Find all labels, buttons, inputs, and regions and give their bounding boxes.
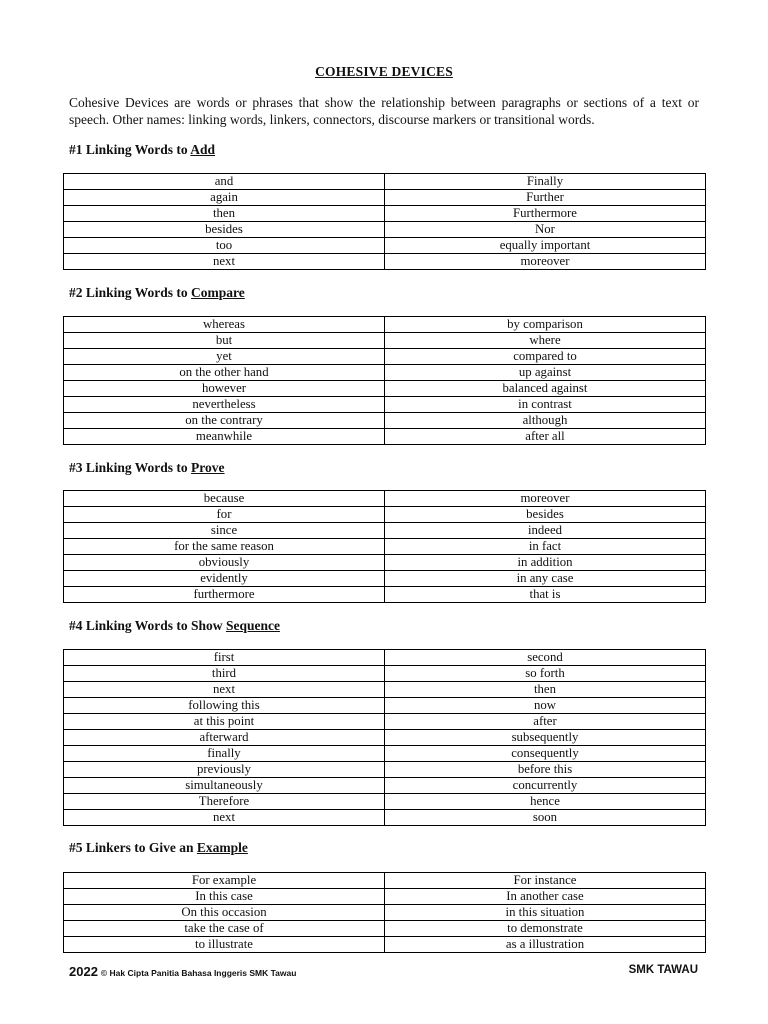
table-row bbox=[64, 810, 706, 826]
word-cell-right: before this bbox=[385, 762, 706, 778]
footer-year: 2022 bbox=[69, 964, 98, 979]
word-cell-right: so forth bbox=[385, 666, 706, 682]
table-row bbox=[64, 539, 706, 555]
word-cell-right: then bbox=[385, 682, 706, 698]
linking-words-prove-table bbox=[63, 490, 706, 603]
word-cell-right: in addition bbox=[385, 555, 706, 571]
linking-words-compare-table bbox=[63, 316, 706, 445]
table-row bbox=[64, 778, 706, 794]
word-cell-left: besides bbox=[64, 222, 385, 238]
word-cell-right: in contrast bbox=[385, 397, 706, 413]
table-row bbox=[64, 317, 706, 333]
footer-copyright bbox=[69, 963, 296, 981]
section-heading-compare bbox=[69, 285, 245, 301]
table-row bbox=[64, 937, 706, 953]
word-cell-left: simultaneously bbox=[64, 778, 385, 794]
word-cell-left: but bbox=[64, 333, 385, 349]
table-row bbox=[64, 190, 706, 206]
table-row bbox=[64, 666, 706, 682]
word-cell-right: in this situation bbox=[385, 905, 706, 921]
word-cell-right: equally important bbox=[385, 238, 706, 254]
word-cell-right: concurrently bbox=[385, 778, 706, 794]
word-cell-left: too bbox=[64, 238, 385, 254]
word-cell-right: up against bbox=[385, 365, 706, 381]
section-heading-prefix: #2 Linking Words to bbox=[69, 285, 192, 300]
word-cell-left: finally bbox=[64, 746, 385, 762]
word-cell-left: furthermore bbox=[64, 587, 385, 603]
intro-paragraph: Cohesive Devices are words or phrases that show the relationship between paragraphs or sections of a text or speech. Other names: linking words, linkers, connectors, discourse markers or transitional words. bbox=[69, 95, 699, 127]
table-row bbox=[64, 698, 706, 714]
section-heading-add bbox=[69, 142, 215, 158]
linking-words-example-table bbox=[63, 872, 706, 953]
word-cell-right: after bbox=[385, 714, 706, 730]
word-cell-right: soon bbox=[385, 810, 706, 826]
table-row bbox=[64, 238, 706, 254]
word-cell-left: however bbox=[64, 381, 385, 397]
word-cell-right: moreover bbox=[385, 491, 706, 507]
section-heading-prefix: #4 Linking Words to Show bbox=[69, 618, 226, 633]
word-cell-left: whereas bbox=[64, 317, 385, 333]
table-row bbox=[64, 571, 706, 587]
word-cell-left: evidently bbox=[64, 571, 385, 587]
table-row bbox=[64, 587, 706, 603]
table-row bbox=[64, 397, 706, 413]
section-heading-keyword: Sequence bbox=[225, 618, 280, 633]
table-row bbox=[64, 873, 706, 889]
linking-words-add-table bbox=[63, 173, 706, 270]
table-row bbox=[64, 682, 706, 698]
word-cell-left: nevertheless bbox=[64, 397, 385, 413]
word-cell-left: previously bbox=[64, 762, 385, 778]
word-cell-left: third bbox=[64, 666, 385, 682]
table-row bbox=[64, 381, 706, 397]
table-row bbox=[64, 746, 706, 762]
section-heading-prove bbox=[69, 460, 225, 476]
linking-words-sequence-table bbox=[63, 649, 706, 826]
word-cell-left: Therefore bbox=[64, 794, 385, 810]
table-row bbox=[64, 222, 706, 238]
table-row bbox=[64, 650, 706, 666]
word-cell-right: compared to bbox=[385, 349, 706, 365]
table-row bbox=[64, 921, 706, 937]
section-heading-prefix: #5 Linkers to Give an bbox=[69, 840, 197, 855]
word-cell-right: Finally bbox=[385, 174, 706, 190]
word-cell-left: again bbox=[64, 190, 385, 206]
footer-copyright-text: © Hak Cipta Panitia Bahasa Inggeris SMK Tawau bbox=[100, 968, 297, 978]
word-cell-right: Further bbox=[385, 190, 706, 206]
word-cell-right: consequently bbox=[385, 746, 706, 762]
section-heading-keyword: Prove bbox=[191, 460, 225, 475]
table-row bbox=[64, 905, 706, 921]
table-row bbox=[64, 254, 706, 270]
word-cell-right: in any case bbox=[385, 571, 706, 587]
word-cell-right: balanced against bbox=[385, 381, 706, 397]
table-row bbox=[64, 555, 706, 571]
word-cell-left: on the other hand bbox=[64, 365, 385, 381]
word-cell-right: by comparison bbox=[385, 317, 706, 333]
word-cell-left: take the case of bbox=[64, 921, 385, 937]
section-heading-example bbox=[69, 840, 248, 856]
table-row bbox=[64, 333, 706, 349]
section-heading-keyword: Add bbox=[190, 142, 216, 157]
word-cell-right: besides bbox=[385, 507, 706, 523]
word-cell-left: next bbox=[64, 682, 385, 698]
table-row bbox=[64, 762, 706, 778]
word-cell-right: subsequently bbox=[385, 730, 706, 746]
word-cell-right: In another case bbox=[385, 889, 706, 905]
table-row bbox=[64, 794, 706, 810]
word-cell-right: indeed bbox=[385, 523, 706, 539]
page-title: COHESIVE DEVICES bbox=[315, 64, 453, 79]
word-cell-left: to illustrate bbox=[64, 937, 385, 953]
section-heading-prefix: #1 Linking Words to bbox=[69, 142, 191, 157]
word-cell-left: following this bbox=[64, 698, 385, 714]
word-cell-left: On this occasion bbox=[64, 905, 385, 921]
table-row bbox=[64, 491, 706, 507]
word-cell-left: and bbox=[64, 174, 385, 190]
word-cell-left: for the same reason bbox=[64, 539, 385, 555]
word-cell-right: in fact bbox=[385, 539, 706, 555]
word-cell-left: next bbox=[64, 254, 385, 270]
word-cell-right: that is bbox=[385, 587, 706, 603]
word-cell-right: Furthermore bbox=[385, 206, 706, 222]
section-heading-prefix: #3 Linking Words to bbox=[69, 460, 192, 475]
section-heading-keyword: Example bbox=[196, 840, 248, 855]
word-cell-left: for bbox=[64, 507, 385, 523]
word-cell-left: yet bbox=[64, 349, 385, 365]
word-cell-left: first bbox=[64, 650, 385, 666]
word-cell-left: next bbox=[64, 810, 385, 826]
word-cell-left: on the contrary bbox=[64, 413, 385, 429]
word-cell-left: at this point bbox=[64, 714, 385, 730]
word-cell-right: although bbox=[385, 413, 706, 429]
table-row bbox=[64, 349, 706, 365]
footer-school: SMK TAWAU bbox=[628, 964, 698, 976]
word-cell-left: obviously bbox=[64, 555, 385, 571]
word-cell-right: Nor bbox=[385, 222, 706, 238]
table-row bbox=[64, 730, 706, 746]
word-cell-left: meanwhile bbox=[64, 429, 385, 445]
table-row bbox=[64, 714, 706, 730]
word-cell-left: In this case bbox=[64, 889, 385, 905]
section-heading-keyword: Compare bbox=[191, 285, 245, 300]
word-cell-left: afterward bbox=[64, 730, 385, 746]
word-cell-left: For example bbox=[64, 873, 385, 889]
table-row bbox=[64, 365, 706, 381]
word-cell-right: moreover bbox=[385, 254, 706, 270]
table-row bbox=[64, 174, 706, 190]
word-cell-left: because bbox=[64, 491, 385, 507]
word-cell-right: now bbox=[385, 698, 706, 714]
table-row bbox=[64, 413, 706, 429]
section-heading-sequence bbox=[69, 618, 280, 634]
table-row bbox=[64, 507, 706, 523]
table-row bbox=[64, 889, 706, 905]
word-cell-left: then bbox=[64, 206, 385, 222]
word-cell-right: second bbox=[385, 650, 706, 666]
table-row bbox=[64, 206, 706, 222]
word-cell-right: to demonstrate bbox=[385, 921, 706, 937]
table-row bbox=[64, 523, 706, 539]
table-row bbox=[64, 429, 706, 445]
word-cell-right: as a illustration bbox=[385, 937, 706, 953]
word-cell-left: since bbox=[64, 523, 385, 539]
word-cell-right: hence bbox=[385, 794, 706, 810]
word-cell-right: where bbox=[385, 333, 706, 349]
word-cell-right: after all bbox=[385, 429, 706, 445]
word-cell-right: For instance bbox=[385, 873, 706, 889]
